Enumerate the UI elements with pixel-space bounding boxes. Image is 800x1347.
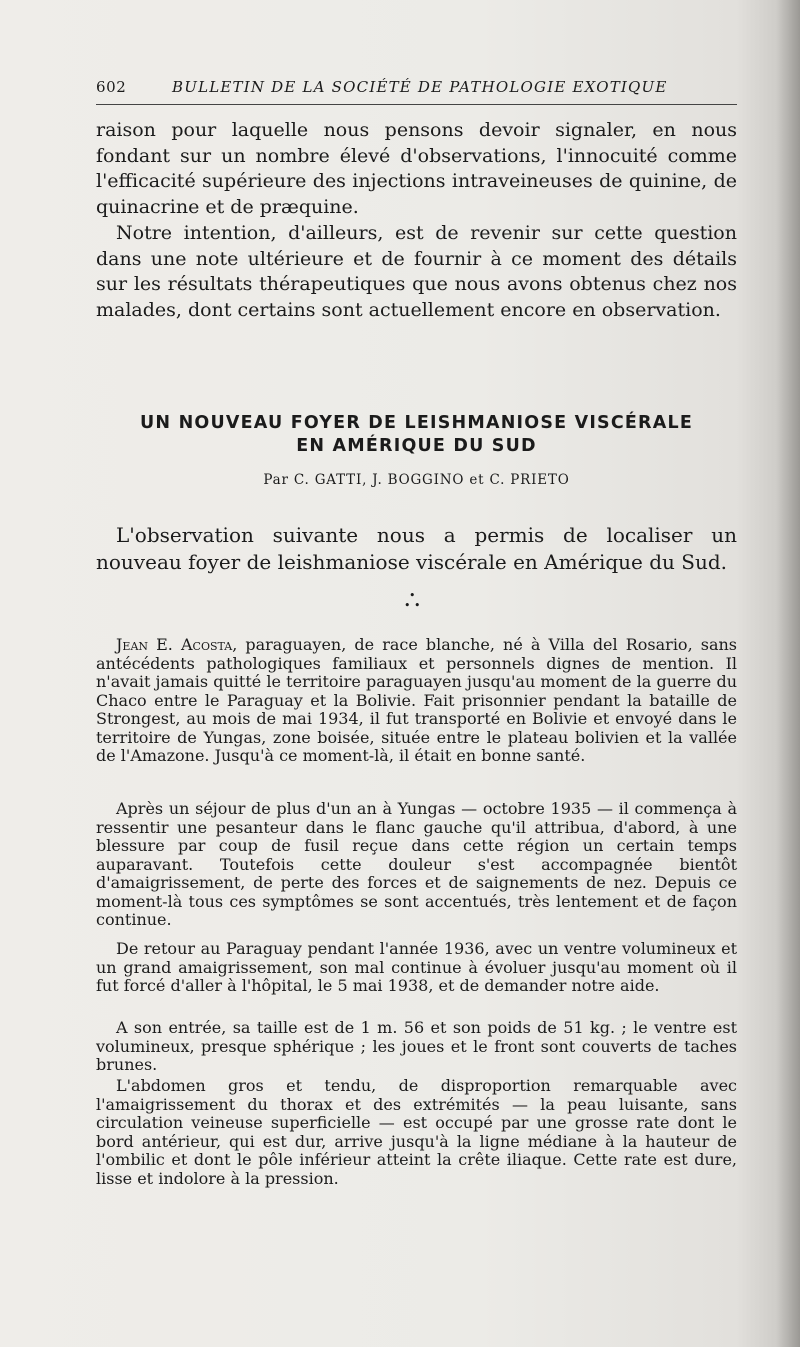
- case-paragraph-3: De retour au Paraguay pendant l'année 1936, avec un ventre volumineux et un grand amaigrissement, son mal continue à évoluer jusqu'au moment où il fut forcé d'aller à l'hôpital, le 5 mai 1938, et de demander notre aide.: [96, 939, 737, 995]
- article-title-line-2: EN AMÉRIQUE DU SUD: [296, 436, 537, 456]
- dinkus-dot: •: [404, 599, 411, 612]
- dinkus-dot: •: [409, 589, 416, 602]
- case-paragraph-2: Après un séjour de plus d'un an à Yungas — octobre 1935 — il commença à ressentir une pesanteur dans le flanc gauche qu'il attribua, d'abord, à une blessure par coup de fusil reçue dans cette région un certain temps auparavant. Toutefois cette douleur s'est accompagnée bientôt d'amaigrissement, de perte des forces et de saignements de nez. Depuis ce moment-là tous ces symptômes se sont accentués, très lentement et de façon continue.: [96, 799, 737, 929]
- patient-name: Jean E. Acosta: [116, 635, 233, 654]
- case-paragraph-5: L'abdomen gros et tendu, de disproportion remarquable avec l'amaigrissement du thorax et des extrémités — la peau luisante, sans circulation veineuse superficielle — est occupé par une grosse rate dont le bord antérieur, qui est dur, arrive jusqu'à la ligne médiane à la hauteur de l'ombilic et dont le pôle inférieur atteint la crête iliaque. Cette rate est dure, lisse et indolore à la pression.: [96, 1076, 737, 1188]
- article-title-line-1: UN NOUVEAU FOYER DE LEISHMANIOSE VISCÉRALE: [140, 413, 693, 433]
- journal-title: BULLETIN DE LA SOCIÉTÉ DE PATHOLOGIE EXOTIQUE: [172, 78, 668, 96]
- case-paragraph-1: [96, 636, 737, 766]
- article-authors: Par C. GATTI, J. BOGGINO et C. PRIETO: [263, 472, 570, 488]
- case-paragraph-1-text: , paraguayen, de race blanche, né à Villa del Rosario, sans antécédents pathologiques familiaux et personnels dignes de mention. Il n'avait jamais quitté le territoire paraguayen jusqu'au moment de la guerre du Chaco entre le Paraguay et la Bolivie. Fait prisonnier pendant la bataille de Strongest, au mois de mai 1934, il fut transporté en Bolivie et envoyé dans le territoire de Yungas, zone boisée, située entre le plateau bolivien et la vallée de l'Amazone. Jusqu'à ce moment-là, il était en bonne santé.: [96, 635, 738, 765]
- case-paragraph-4: A son entrée, sa taille est de 1 m. 56 et son poids de 51 kg. ; le ventre est volumineux, presque sphérique ; les joues et le front sont couverts de taches brunes.: [96, 1018, 737, 1074]
- article-intro: L'observation suivante nous a permis de localiser un nouveau foyer de leishmaniose viscérale en Amérique du Sud.: [96, 523, 737, 574]
- dinkus-dot: •: [414, 599, 421, 612]
- page-number: 602: [96, 78, 127, 96]
- previous-article-paragraph-2: Notre intention, d'ailleurs, est de revenir sur cette question dans une note ultérieure et de fournir à ce moment des détails sur les résultats thérapeutiques que nous avons obtenus chez nos malades, dont certains sont actuellement encore en observation.: [96, 222, 737, 321]
- previous-article-paragraph-1: raison pour laquelle nous pensons devoir signaler, en nous fondant sur un nombre élevé d'observations, l'innocuité comme l'efficacité supérieure des injections intraveineuses de quinine, de quinacrine et de præquine.: [96, 119, 737, 218]
- header-rule: [96, 104, 737, 105]
- running-header: [96, 78, 736, 100]
- section-dinkus: [0, 590, 800, 620]
